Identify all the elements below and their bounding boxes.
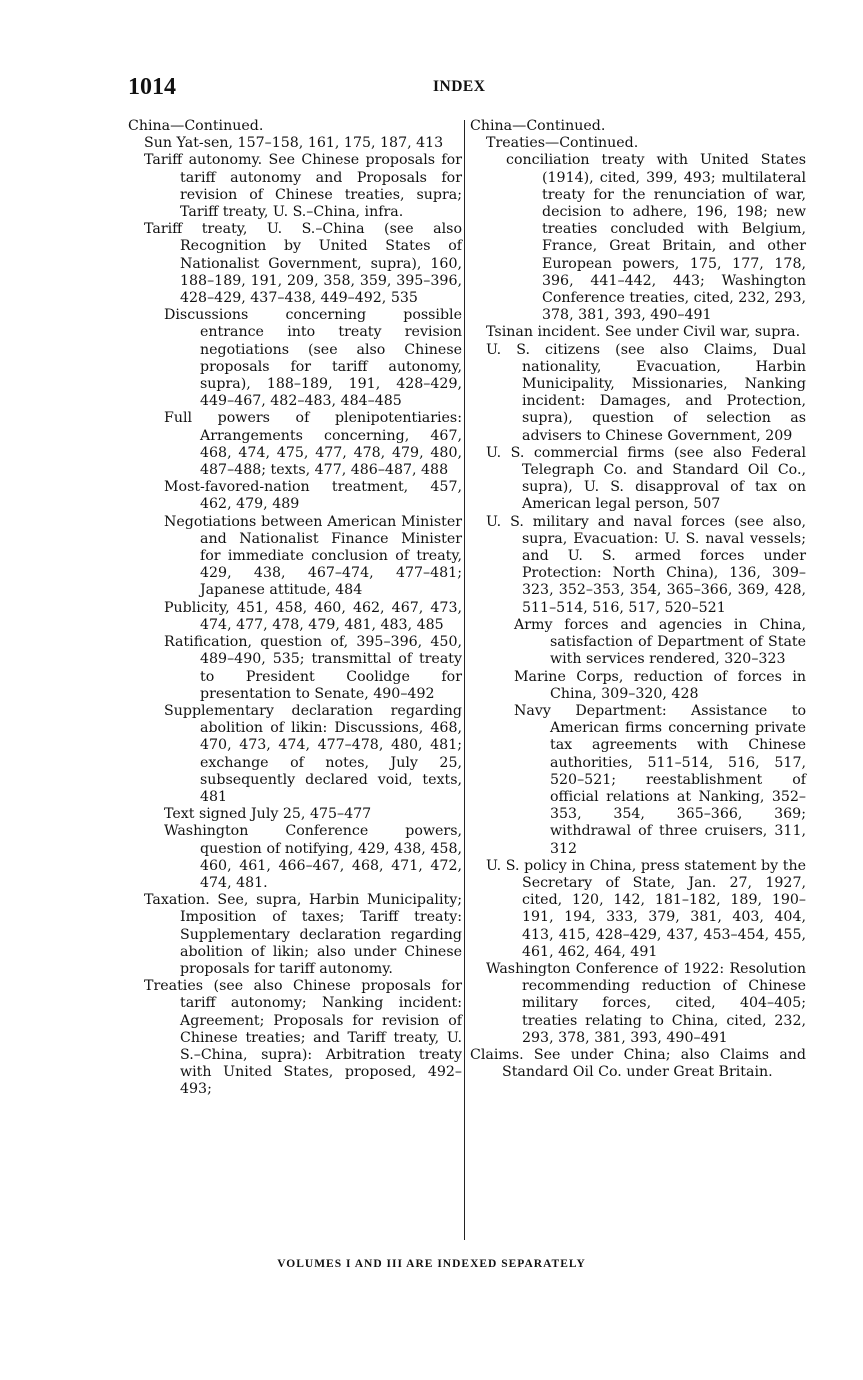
right-column — [470, 118, 806, 1081]
index-entry: U. S. citizens (see also Claims, Dual nationality, Evacuation, Harbin Municipality, Missionaries, Nanking incident: Damages, and Protection, supra), question of selection as advisers to Chinese Government, 209 — [486, 341, 806, 444]
left-column — [128, 118, 462, 1099]
index-entry: U. S. policy in China, press statement by the Secretary of State, Jan. 27, 1927, cited, 120, 142, 181–182, 189, 190–191, 194, 333, 379, 381, 403, 404, 413, 415, 428–429, 437, 453–454, 455, 461, 462, 464, 491 — [486, 857, 806, 960]
index-entry: Ratification, question of, 395–396, 450, 489–490, 535; transmittal of treaty to President Coolidge for presentation to Senate, 490–492 — [164, 634, 462, 702]
page-number: 1014 — [128, 74, 176, 100]
column-divider — [464, 120, 465, 1240]
index-entry: Text signed July 25, 475–477 — [164, 806, 372, 823]
index-entry: Tariff treaty, U. S.–China (see also Recognition by United States of Nationalist Government, supra), 160, 188–189, 191, 209, 358, 359, 395–396, 428–429, 437–438, 449–492, 535 — [144, 221, 462, 307]
index-entry: Claims. See under China; also Claims and Standard Oil Co. under Great Britain. — [470, 1046, 806, 1081]
index-entry: conciliation treaty with United States (1914), cited, 399, 493; multilateral treaty for the renunciation of war, decision to adhere, 196, 198; new treaties concluded with Belgium, France, Great Britain, and other European powers, 175, 177, 178, 396, 441–442, 443; Washington Conference treaties, cited, 232, 293, 378, 381, 393, 490–491 — [506, 152, 806, 324]
index-entry: Army forces and agencies in China, satisfaction of Department of State with services rendered, 320–323 — [514, 616, 806, 668]
footer-note: VOLUMES I AND III ARE INDEXED SEPARATELY — [277, 1258, 586, 1270]
index-entry: China—Continued. — [128, 118, 264, 134]
index-entry: Taxation. See, supra, Harbin Municipality; Imposition of taxes; Tariff treaty: Supplementary declaration regarding abolition of likin; also under Chinese proposals for tariff autonomy. — [144, 892, 462, 977]
index-entry: Most-favored-nation treatment, 457, 462, 479, 489 — [164, 479, 462, 513]
index-entry: Treaties (see also Chinese proposals for tariff autonomy; Nanking incident: Agreement; Proposals for revision of Chinese treaties; and Tariff treaty, U. S.–China, supra): Arbitration treaty with United States, proposed, 492–493; — [144, 978, 462, 1098]
index-entry: Full powers of plenipotentiaries: Arrangements concerning, 467, 468, 474, 475, 477, 478, 479, 480, 487–488; texts, 477, 486–487, 488 — [164, 410, 462, 479]
index-entry: Tariff autonomy. See Chinese proposals for tariff autonomy and Proposals for revision of Chinese treaties, supra; Tariff treaty, U. S.–China, infra. — [144, 152, 462, 221]
index-entry: China—Continued. — [470, 118, 606, 134]
index-entry: U. S. military and naval forces (see also, supra, Evacuation: U. S. naval vessels; and U. S. armed forces under Protection: North China), 136, 309–323, 352–353, 354, 365–366, 369, 428, 511–514, 516, 517, 520–521 — [486, 513, 806, 616]
index-entry: Washington Conference of 1922: Resolution recommending reduction of Chinese military forces, cited, 404–405; treaties relating to China, cited, 232, 293, 378, 381, 393, 490–491 — [486, 960, 806, 1046]
running-head: INDEX — [433, 78, 486, 95]
index-entry: Washington Conference powers, question of notifying, 429, 438, 458, 460, 461, 466–467, 468, 471, 472, 474, 481. — [164, 823, 462, 891]
index-entry: Publicity, 451, 458, 460, 462, 467, 473, 474, 477, 478, 479, 481, 483, 485 — [164, 599, 462, 633]
index-entry: Navy Department: Assistance to American firms concerning private tax agreements with Chinese authorities, 511–514, 516, 517, 520–521; reestablishment of official relations at Nanking, 352–353, 354, 365–366, 369; withdrawal of three cruisers, 311, 312 — [514, 702, 806, 857]
index-entry: Tsinan incident. See under Civil war, supra. — [486, 324, 801, 341]
index-entry: Negotiations between American Minister and Nationalist Finance Minister for immediate conclusion of treaty, 429, 438, 467–474, 477–481; Japanese attitude, 484 — [164, 513, 462, 599]
index-entry: Sun Yat-sen, 157–158, 161, 175, 187, 413 — [144, 135, 444, 152]
index-entry: U. S. commercial firms (see also Federal Telegraph Co. and Standard Oil Co., supra), U. S. disapproval of tax on American legal person, 507 — [486, 444, 806, 513]
index-entry: Treaties—Continued. — [486, 135, 639, 152]
index-entry: Discussions concerning possible entrance into treaty revision negotiations (see also Chinese proposals for tariff autonomy, supra), 188–189, 191, 428–429, 449–467, 482–483, 484–485 — [164, 307, 462, 410]
index-entry: Supplementary declaration regarding abolition of likin: Discussions, 468, 470, 473, 474, 477–478, 480, 481; exchange of notes, July 25, subsequently declared void, texts, 481 — [164, 702, 462, 805]
index-entry: Marine Corps, reduction of forces in China, 309–320, 428 — [514, 668, 806, 702]
